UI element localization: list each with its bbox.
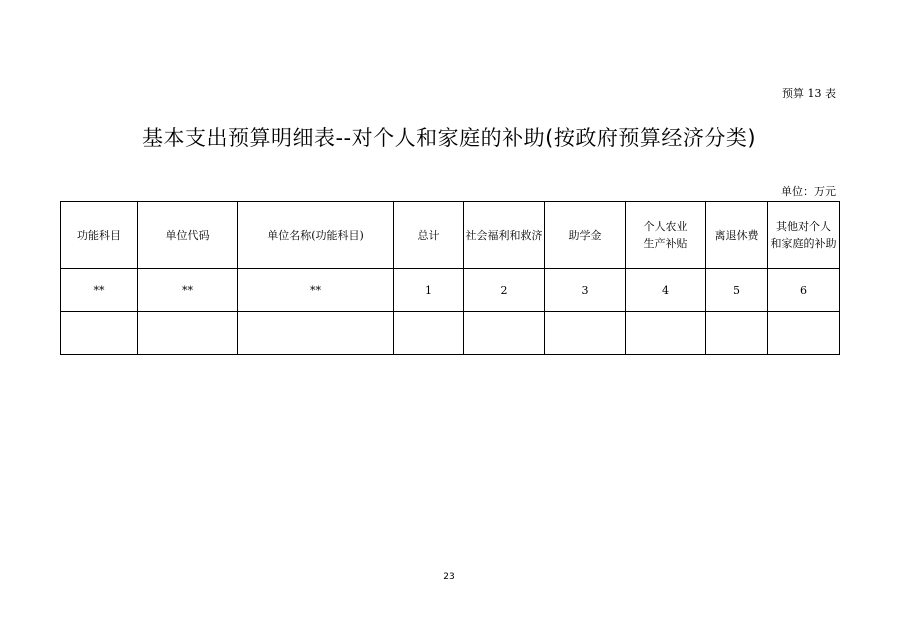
header-cell-retirement: 离退休费	[706, 202, 768, 269]
empty-cell	[545, 312, 626, 355]
code-cell: **	[238, 269, 394, 312]
empty-cell	[138, 312, 238, 355]
table-header-row	[61, 202, 840, 269]
header-cell-social-welfare: 社会福利和救济	[464, 202, 545, 269]
code-cell: 2	[464, 269, 545, 312]
header-cell-total: 总计	[394, 202, 464, 269]
header-cell-functional-subject: 功能科目	[61, 202, 138, 269]
empty-cell	[768, 312, 840, 355]
unit-label: 单位：万元	[781, 185, 836, 198]
header-cell-other-subsidy: 其他对个人 和家庭的补助	[768, 202, 840, 269]
code-cell: 4	[626, 269, 706, 312]
code-cell: 1	[394, 269, 464, 312]
empty-cell	[238, 312, 394, 355]
header-cell-unit-code: 单位代码	[138, 202, 238, 269]
form-number: 预算 13 表	[782, 87, 836, 100]
code-cell: 3	[545, 269, 626, 312]
header-cell-scholarship: 助学金	[545, 202, 626, 269]
table-row	[61, 312, 840, 355]
code-cell: 6	[768, 269, 840, 312]
budget-table	[60, 201, 840, 355]
header-cell-unit-name: 单位名称(功能科目)	[238, 202, 394, 269]
empty-cell	[394, 312, 464, 355]
table-code-row	[61, 269, 840, 312]
empty-cell	[706, 312, 768, 355]
empty-cell	[464, 312, 545, 355]
empty-cell	[61, 312, 138, 355]
code-cell: 5	[706, 269, 768, 312]
empty-cell	[626, 312, 706, 355]
page-title: 基本支出预算明细表--对个人和家庭的补助(按政府预算经济分类)	[141, 126, 757, 150]
code-cell: **	[138, 269, 238, 312]
code-cell: **	[61, 269, 138, 312]
page-number: 23	[443, 572, 455, 582]
header-cell-agri-subsidy: 个人农业 生产补贴	[626, 202, 706, 269]
